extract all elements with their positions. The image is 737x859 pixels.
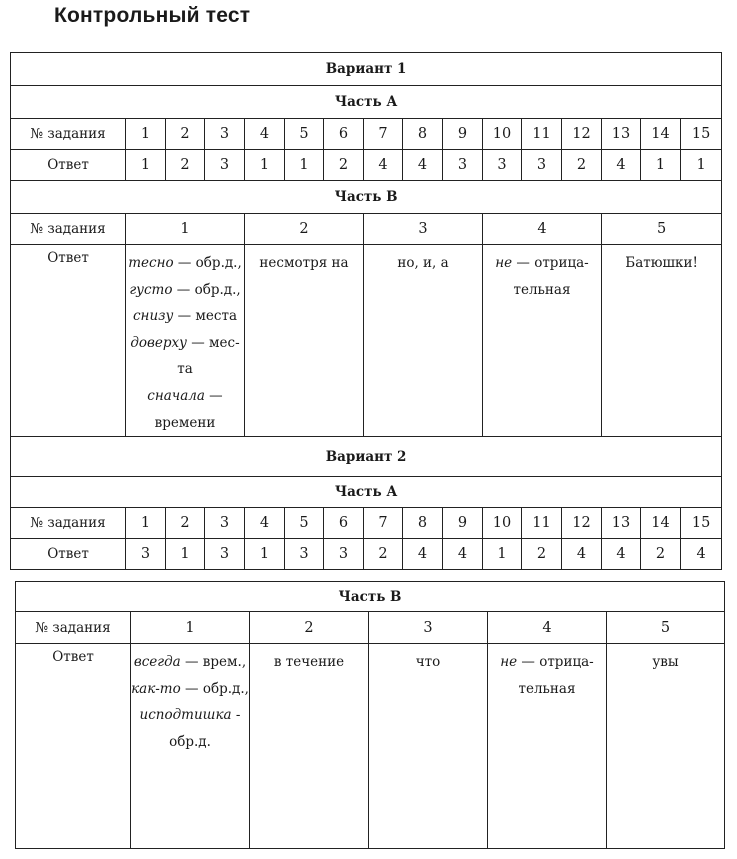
answer-line: не — отрица- [500, 654, 594, 670]
v2-part-a-task-row [11, 508, 722, 539]
answer-cell: 3 [483, 150, 522, 181]
answer-cell: 4 [443, 539, 483, 570]
answer-label: Ответ [11, 245, 126, 437]
answer-cell: 1 [166, 539, 205, 570]
v2-b3-answer: что [369, 644, 488, 849]
task-number-cell: 5 [285, 508, 324, 539]
task-number-cell: 4 [245, 119, 285, 150]
answer-cell: 4 [602, 150, 641, 181]
task-number-cell: 12 [562, 508, 602, 539]
task-number-label: № задания [11, 214, 126, 245]
answer-cell: 2 [522, 539, 562, 570]
answer-line: как-то — обр.д., [131, 680, 249, 697]
answer-cell: 1 [245, 150, 285, 181]
v1-b5-answer: Батюшки! [602, 245, 722, 437]
answer-cell: 3 [205, 539, 245, 570]
v1-part-b-answer-row [11, 245, 722, 437]
answer-cell: 2 [166, 150, 205, 181]
v1-part-a-task-row [11, 119, 722, 150]
v1-b2-answer: несмотря на [245, 245, 364, 437]
task-number-cell: 3 [369, 612, 488, 644]
answer-cell: 3 [443, 150, 483, 181]
answer-cell: 2 [562, 150, 602, 181]
v1-part-a-title: Часть А [11, 86, 722, 119]
answers-table-upper [10, 52, 722, 570]
answer-line: густо — обр.д., [129, 281, 241, 298]
task-number-cell: 1 [126, 214, 245, 245]
task-number-cell: 1 [131, 612, 250, 644]
v2-b1-answer [131, 644, 250, 849]
answer-label: Ответ [16, 644, 131, 849]
answer-cell: 1 [245, 539, 285, 570]
v1-b4-answer [483, 245, 602, 437]
task-number-cell: 2 [166, 119, 205, 150]
v2-part-b-title: Часть В [16, 582, 725, 612]
task-number-cell: 2 [245, 214, 364, 245]
answer-cell: 1 [285, 150, 324, 181]
task-number-cell: 3 [364, 214, 483, 245]
answer-cell: 3 [324, 539, 364, 570]
answer-cell: 2 [641, 539, 681, 570]
task-number-cell: 6 [324, 119, 364, 150]
task-number-cell: 2 [166, 508, 205, 539]
answer-cell: 1 [641, 150, 681, 181]
task-number-cell: 7 [364, 119, 403, 150]
answer-cell: 4 [403, 150, 443, 181]
task-number-cell: 3 [205, 119, 245, 150]
page-title: Контрольный тест [54, 4, 251, 27]
task-number-cell: 2 [250, 612, 369, 644]
answer-line: снизу — места [133, 308, 237, 325]
answer-cell: 4 [364, 150, 403, 181]
task-number-cell: 8 [403, 508, 443, 539]
task-number-cell: 14 [641, 508, 681, 539]
v2-b2-answer: в течение [250, 644, 369, 849]
task-number-cell: 15 [681, 508, 722, 539]
task-number-cell: 10 [483, 119, 522, 150]
answer-cell: 3 [126, 539, 166, 570]
answer-cell: 2 [364, 539, 403, 570]
task-number-cell: 5 [285, 119, 324, 150]
answer-cell: 4 [681, 539, 722, 570]
answer-line: сначала — [147, 387, 223, 404]
variant-2-title: Вариант 2 [11, 437, 722, 477]
task-number-cell: 1 [126, 119, 166, 150]
v1-part-b-task-row [11, 214, 722, 245]
task-number-cell: 4 [488, 612, 607, 644]
answer-label: Ответ [11, 150, 126, 181]
v1-b1-answer [126, 245, 245, 437]
answer-cell: 3 [285, 539, 324, 570]
task-number-cell: 8 [403, 119, 443, 150]
task-number-cell: 3 [205, 508, 245, 539]
task-number-label: № задания [16, 612, 131, 644]
answer-line: доверху — мес- [130, 334, 240, 351]
answer-label: Ответ [11, 539, 126, 570]
task-number-cell: 13 [602, 508, 641, 539]
task-number-label: № задания [11, 119, 126, 150]
task-number-cell: 11 [522, 119, 562, 150]
v2-part-a-title: Часть А [11, 477, 722, 508]
task-number-cell: 5 [607, 612, 725, 644]
v1-part-a-answer-row [11, 150, 722, 181]
task-number-cell: 12 [562, 119, 602, 150]
answer-cell: 1 [126, 150, 166, 181]
v2-part-b-answer-row [16, 644, 725, 849]
answer-line: тельная [513, 281, 571, 298]
answer-cell: 1 [483, 539, 522, 570]
v1-part-b-title: Часть В [11, 181, 722, 214]
answer-line: та [177, 361, 193, 378]
answer-cell: 4 [602, 539, 641, 570]
answer-line: обр.д. [169, 733, 211, 750]
task-number-cell: 5 [602, 214, 722, 245]
v2-part-a-answer-row [11, 539, 722, 570]
answer-cell: 2 [324, 150, 364, 181]
task-number-cell: 10 [483, 508, 522, 539]
variant-1-title: Вариант 1 [11, 53, 722, 86]
task-number-cell: 9 [443, 508, 483, 539]
answer-line: тельная [518, 680, 576, 697]
task-number-label: № задания [11, 508, 126, 539]
task-number-cell: 11 [522, 508, 562, 539]
answer-line: времени [154, 414, 216, 431]
v2-b5-answer: увы [607, 644, 725, 849]
answer-cell: 3 [205, 150, 245, 181]
v1-b3-answer: но, и, а [364, 245, 483, 437]
answer-line: исподтишка - [139, 707, 241, 724]
v2-part-b-task-row [16, 612, 725, 644]
answers-table-lower [15, 581, 725, 849]
answer-cell: 4 [562, 539, 602, 570]
answer-line: не — отрица- [495, 255, 589, 271]
answer-line: тесно — обр.д., [128, 255, 242, 271]
v2-b4-answer [488, 644, 607, 849]
task-number-cell: 13 [602, 119, 641, 150]
task-number-cell: 4 [245, 508, 285, 539]
task-number-cell: 14 [641, 119, 681, 150]
task-number-cell: 7 [364, 508, 403, 539]
task-number-cell: 6 [324, 508, 364, 539]
answer-cell: 4 [403, 539, 443, 570]
answer-cell: 3 [522, 150, 562, 181]
task-number-cell: 15 [681, 119, 722, 150]
task-number-cell: 1 [126, 508, 166, 539]
answer-line: всегда — врем., [133, 654, 247, 670]
task-number-cell: 9 [443, 119, 483, 150]
answer-cell: 1 [681, 150, 722, 181]
task-number-cell: 4 [483, 214, 602, 245]
